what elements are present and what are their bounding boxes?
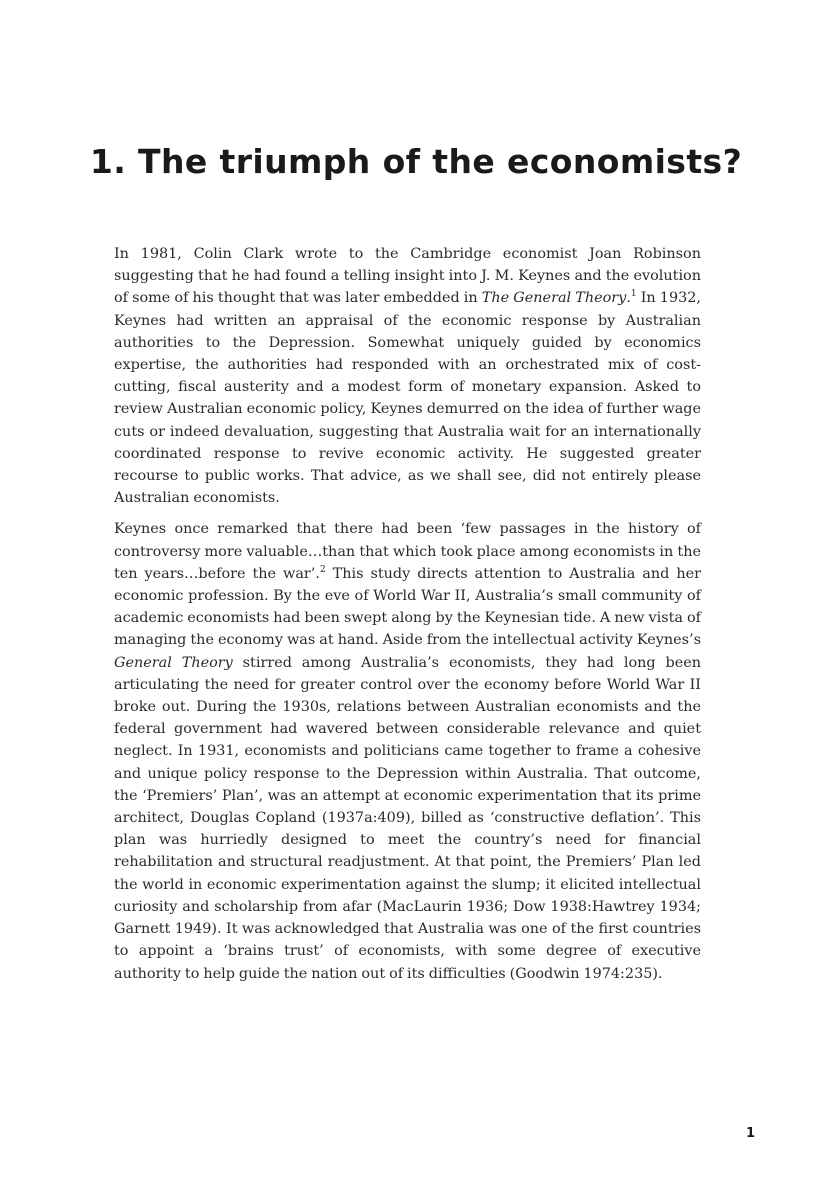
paragraph-2 [114, 518, 701, 984]
paragraph-2-text-b: This study directs attention to Australia and her economic profession. By the eve of World War II, Australia’s small community of academic economists had been swept along by the Keynesian tide. A new vista of managing the economy was at hand. Aside from the intellectual activity Keynes’s [114, 565, 702, 649]
footnote-marker-1[interactable]: 1 [630, 289, 637, 300]
paragraph-1 [114, 243, 701, 509]
paragraph-1-text-c: In 1932, Keynes had written an appraisal of the economic response by Australian authorities to the Depression. Somewhat uniquely guided by economics expertise, the authorities had responded with an orchestrated mix of cost-cutting, fiscal austerity and a modest form of monetary expansion. Asked to review Australian economic policy, Keynes demurred on the idea of further wage cuts or indeed devaluation, suggesting that Australia wait for an internationally coordinated response to revive economic activity. He suggested greater recourse to public works. That advice, as we shall see, did not entirely please Australian economists. [114, 290, 701, 507]
paragraph-2-text-a: Keynes once remarked that there had been ‘few passages in the history of controversy more valuable…than that which took place among economists in the ten years…before the war’. [114, 521, 701, 582]
paragraph-2-text-c: stirred among Australia’s economists, they had long been articulating the need for greater control over the economy before World War II broke out. During the 1930s, relations between Australian economists and the federal government had wavered between considerable relevance and quiet neglect. In 1931, economists and politicians came together to frame a cohesive and unique policy response to the Depression within Australia. That outcome, the ‘Premiers’ Plan’, was an attempt at economic experimentation that its prime architect, Douglas Copland (1937a:409), billed as ‘constructive deflation’. This plan was hurriedly designed to meet the country’s need for financial rehabilitation and structural readjustment. At that point, the Premiers’ Plan led the world in economic experimentation against the slump; it elicited intellectual curiosity and scholarship from afar (MacLaurin 1936; Dow 1938:Hawtrey 1934; Garnett 1949). It was acknowledged that Australia was one of the first countries to appoint a ‘brains trust’ of economists, with some degree of executive authority to help guide the nation out of its difficulties (Goodwin 1974:235). [114, 654, 701, 982]
book-title-general-theory: The General Theory [481, 290, 627, 307]
book-title-general-theory-2: General Theory [114, 654, 233, 671]
paragraph-1-text-b: . [626, 290, 631, 307]
page-number: 1 [745, 1126, 755, 1141]
footnote-marker-2[interactable]: 2 [319, 565, 326, 576]
chapter-title: 1. The triumph of the economists? [89, 142, 743, 181]
chapter-body [114, 243, 701, 994]
paragraph-1-text-a: In 1981, Colin Clark wrote to the Cambridge economist Joan Robinson suggesting that he had found a telling insight into J. M. Keynes and the evolution of some of his thought that was later embedded in [114, 246, 701, 307]
